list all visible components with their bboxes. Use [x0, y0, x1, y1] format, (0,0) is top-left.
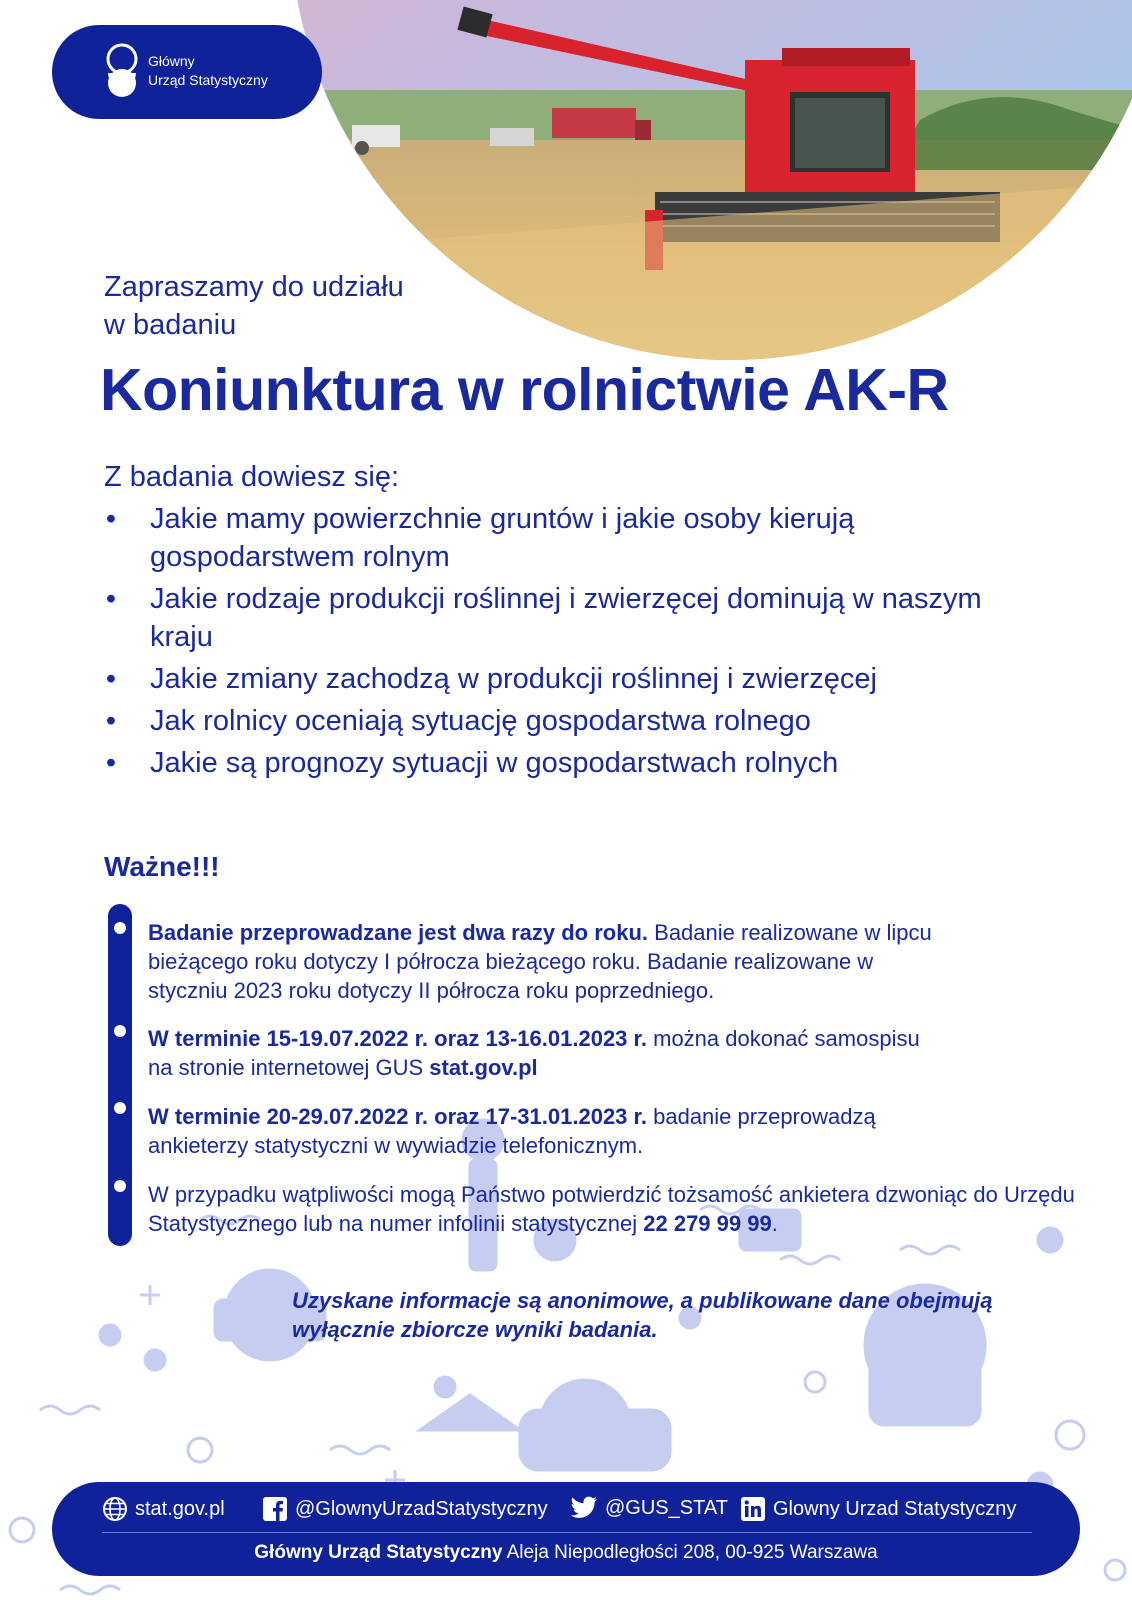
- twitter-icon: [570, 1496, 598, 1520]
- bullet-icon: •: [105, 663, 117, 695]
- logo-line-1: Główny: [148, 53, 195, 69]
- footer-bar: [52, 1482, 1080, 1576]
- bullet-icon: •: [105, 747, 117, 779]
- list-item: • Jakie rodzaje produkcji roślinnej i zwierzęcej dominują w naszym kraju: [104, 580, 1004, 656]
- gus-logo-mark: [104, 43, 140, 99]
- bullet-icon: •: [105, 503, 117, 535]
- important-timeline-bar: [108, 904, 132, 1246]
- learn-section: [104, 458, 1004, 782]
- globe-icon: [102, 1496, 128, 1522]
- list-item: W przypadku wątpliwości mogą Państwo potwierdzić tożsamość ankietera dzwoniąc do Urzędu Statystycznego lub na numer infolinii statystycznej 22 279 99 99.: [148, 1182, 1075, 1236]
- twitter-link[interactable]: @GUS_STAT: [570, 1496, 728, 1520]
- anonymity-note: Uzyskane informacje są anonimowe, a publikowane dane obejmują wyłącznie zbiorcze wyniki badania.: [292, 1288, 993, 1342]
- website-link[interactable]: stat.gov.pl: [429, 1055, 538, 1080]
- learn-heading: Z badania dowiesz się:: [104, 461, 399, 493]
- learn-list: [104, 500, 1004, 782]
- intro-line-1: Zapraszamy do udziału: [104, 271, 404, 303]
- footer-address: [52, 1542, 1080, 1564]
- timeline-dot: [114, 1102, 126, 1114]
- list-item: • Jakie są prognozy sytuacji w gospodarstwach rolnych: [104, 744, 1004, 782]
- timeline-dot: [114, 1180, 126, 1192]
- timeline-dot: [114, 1025, 126, 1037]
- linkedin-link[interactable]: Glowny Urzad Statystyczny: [740, 1496, 1016, 1522]
- logo-line-2: Urząd Statystyczny: [148, 72, 268, 88]
- list-item: • Jakie zmiany zachodzą w produkcji roślinnej i zwierzęcej: [104, 660, 1004, 698]
- important-heading: Ważne!!!: [104, 851, 220, 882]
- list-item: • Jakie mamy powierzchnie gruntów i jakie osoby kierują gospodarstwem rolnym: [104, 500, 1004, 576]
- gus-logo[interactable]: [52, 25, 322, 119]
- footer-divider: [102, 1532, 1032, 1533]
- bullet-icon: •: [105, 705, 117, 737]
- list-item: Badanie przeprowadzane jest dwa razy do roku. Badanie realizowane w lipcu bieżącego roku dotyczy I półrocza bieżącego roku. Badanie realizowane w styczniu 2023 roku dotyczy II półrocza roku poprzedniego.: [148, 920, 932, 1003]
- intro-text: [104, 268, 504, 344]
- hotline-number[interactable]: 22 279 99 99: [643, 1211, 772, 1236]
- intro-line-2: w badaniu: [104, 309, 237, 341]
- page-title: Koniunktura w rolnictwie AK-R: [100, 357, 949, 423]
- address-text: Aleja Niepodległości 208, 00-925 Warszawa: [502, 1542, 878, 1563]
- important-list: [148, 918, 1078, 1238]
- facebook-link[interactable]: @GlownyUrzadStatystyczny: [262, 1496, 548, 1522]
- bullet-icon: •: [105, 583, 117, 615]
- list-item: W terminie 15-19.07.2022 r. oraz 13-16.01.2023 r. można dokonać samospisu na stronie internetowej GUS stat.gov.pl: [148, 1026, 920, 1080]
- facebook-icon: [262, 1496, 288, 1522]
- timeline-dot: [114, 922, 126, 934]
- org-name: Główny Urząd Statystyczny: [254, 1542, 503, 1563]
- website-link[interactable]: stat.gov.pl: [102, 1496, 225, 1522]
- linkedin-icon: [740, 1496, 766, 1522]
- list-item: W terminie 20-29.07.2022 r. oraz 17-31.01.2023 r. badanie przeprowadzą ankieterzy statystyczni w wywiadzie telefonicznym.: [148, 1104, 876, 1158]
- list-item: • Jak rolnicy oceniają sytuację gospodarstwa rolnego: [104, 702, 1004, 740]
